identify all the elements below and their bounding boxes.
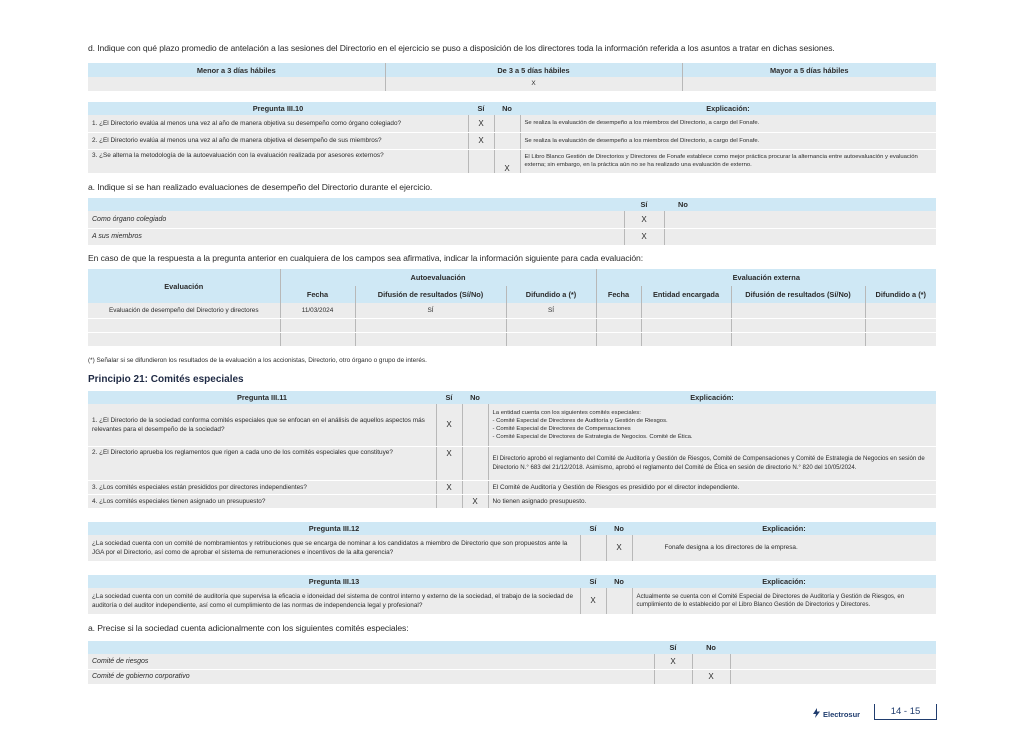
- auto-difundido: SÍ: [506, 303, 596, 318]
- explanation-cell: El Directorio aprobó el reglamento del Comité de Auditoría y Gestión de Riesgos, Comité de Compensaciones y Comité de Estrategia de Negocios en sesión de Directorio N.° 683 del 21/12/2018. Asimismo, aprobó el reglamento del Comité de Ética en sesión de directorio N.° 820 del 10/05/2024.: [488, 446, 936, 480]
- table-header: Sí: [468, 102, 494, 115]
- lightning-logo-icon: [813, 705, 820, 723]
- brand-name: Electrosur: [823, 709, 861, 719]
- explanation-line: - Comité Especial de Directores de Auditoría y Gestión de Riesgos.: [492, 417, 668, 424]
- question-cell: ¿La sociedad cuenta con un comité de auditoría que supervisa la eficacia e idoneidad del sistema de control interno y externo de la sociedad, el trabajo de la sociedad de auditoría o del auditor independiente, así como el cumplimiento de las normas de independencia legal y profesional?: [88, 588, 580, 614]
- sub-header: Difundido a (*): [506, 286, 596, 303]
- no-cell: X: [606, 535, 632, 561]
- si-cell: [580, 535, 606, 561]
- row-label: Comité de gobierno corporativo: [88, 669, 654, 684]
- si-cell: X: [580, 588, 606, 614]
- si-cell: X: [436, 446, 462, 480]
- explanation-cell: Se realiza la evaluación de desempeño a los miembros del Directorio, a cargo del Fonafe.: [520, 115, 936, 132]
- si-cell: X: [624, 228, 664, 245]
- question-a-comites: a. Precise si la sociedad cuenta adicionalmente con los siguientes comités especiales:: [88, 623, 409, 633]
- explanation-cell: El Libro Blanco Gestión de Directorios y Directores de Fonafe establece como mejor práctica procurar la alternancia entre autoevaluación y evaluación externa; sin embargo, en la práctica aún no se ha realizado una evaluación de externo.: [520, 149, 936, 173]
- pregunta-3-11-table: [88, 391, 936, 509]
- pregunta-3-12-table: [88, 522, 936, 562]
- principio-21-title: Principio 21: Comités especiales: [88, 374, 244, 385]
- row-label: Como órgano colegiado: [88, 211, 624, 228]
- plazo-value: X: [385, 77, 682, 91]
- no-cell: [462, 480, 488, 494]
- plazo-value: [88, 77, 385, 91]
- question-cell: 2. ¿El Directorio aprueba los reglamentos que rigen a cada uno de los comités especiales que constituye?: [88, 446, 436, 480]
- si-cell: X: [468, 115, 494, 132]
- explanation-cell: Se realiza la evaluación de desempeño a los miembros del Directorio, a cargo del Fonafe.: [520, 132, 936, 149]
- plazo-header: Menor a 3 días hábiles: [88, 63, 385, 77]
- si-cell: X: [436, 404, 462, 446]
- sub-header: Difusión de resultados (Sí/No): [731, 286, 865, 303]
- table-header: Pregunta III.13: [88, 575, 580, 588]
- page-number: 14 - 15: [874, 704, 937, 720]
- evaluacion-externa-header: Evaluación externa: [596, 269, 936, 286]
- table-header: No: [692, 641, 730, 654]
- table-header: Pregunta III.12: [88, 522, 580, 535]
- no-cell: [462, 404, 488, 446]
- table-header: No: [462, 391, 488, 404]
- si-cell: [468, 149, 494, 173]
- table-header: Sí: [436, 391, 462, 404]
- auto-fecha: 11/03/2024: [280, 303, 355, 318]
- table-header: Sí: [624, 198, 664, 211]
- table-header: [88, 641, 654, 654]
- row-label: Comité de riesgos: [88, 654, 654, 669]
- table-header: No: [606, 522, 632, 535]
- question-cell: 3. ¿Los comités especiales están presididos por directores independientes?: [88, 480, 436, 494]
- question-cell: 1. ¿El Directorio evalúa al menos una vez al año de manera objetiva su desempeño como órgano colegiado?: [88, 115, 468, 132]
- no-cell: [462, 446, 488, 480]
- no-cell: X: [692, 669, 730, 684]
- no-cell: X: [462, 494, 488, 508]
- table-header: [88, 198, 624, 211]
- sub-header: Entidad encargada: [641, 286, 731, 303]
- explanation-line: La entidad cuenta con los siguientes comités especiales:: [492, 409, 641, 416]
- footnote: (*) Señalar si se difundieron los resultados de la evaluación a los accionistas, Directorio, otro órgano o grupo de interés.: [88, 357, 427, 364]
- table-header: Pregunta III.11: [88, 391, 436, 404]
- table-header: Explicación:: [520, 102, 936, 115]
- explanation-line: - Comité Especial de Directores de Estrategia de Negocios. Comité de Ética.: [492, 433, 693, 440]
- table-header: No: [606, 575, 632, 588]
- no-cell: [606, 588, 632, 614]
- table-header: No: [494, 102, 520, 115]
- explanation-cell: [488, 404, 936, 446]
- question-a-evaluaciones: a. Indique si se han realizado evaluaciones de desempeño del Directorio durante el ejercicio.: [88, 182, 433, 192]
- table-header: Pregunta III.10: [88, 102, 468, 115]
- plazo-header: Mayor a 5 días hábiles: [682, 63, 936, 77]
- question-d: d. Indique con qué plazo promedio de antelación a las sesiones del Directorio en el ejercicio se puso a disposición de los directores toda la información referida a los asuntos a tratar en dichas sesiones.: [88, 43, 835, 53]
- table-header: Explicación:: [632, 522, 936, 535]
- question-cell: 3. ¿Se alterna la metodología de la autoevaluación con la evaluación realizada por asesores externos?: [88, 149, 468, 173]
- si-cell: X: [654, 654, 692, 669]
- table-header: Explicación:: [632, 575, 936, 588]
- table-header: No: [664, 198, 936, 211]
- explanation-cell: Actualmente se cuenta con el Comité Especial de Directores de Auditoría y Gestión de Riesgos, en cumplimiento de lo establecido por el Libro Blanco Gestión de Directorios y Directores.: [632, 588, 936, 614]
- si-cell: X: [468, 132, 494, 149]
- question-cell: ¿La sociedad cuenta con un comité de nombramientos y retribuciones que se encarga de nominar a los candidatos a miembro de Directorio que son propuestos ante la JGA por el Directorio, así como de aprobar el sistema de remuneraciones e incentivos de la alta gerencia?: [88, 535, 580, 561]
- evaluaciones-table: [88, 198, 936, 246]
- explanation-line: - Comité Especial de Directores de Compensaciones: [492, 425, 631, 432]
- si-cell: [654, 669, 692, 684]
- sub-header: Difusión de resultados (Sí/No): [355, 286, 506, 303]
- no-cell: [664, 211, 936, 228]
- si-cell: X: [436, 480, 462, 494]
- question-cell: 2. ¿El Directorio evalúa al menos una vez al año de manera objetiva el desempeño de sus miembros?: [88, 132, 468, 149]
- row-label: A sus miembros: [88, 228, 624, 245]
- no-cell: [692, 654, 730, 669]
- evaluation-name: Evaluación de desempeño del Directorio y directores: [88, 303, 280, 318]
- no-cell: X: [494, 149, 520, 173]
- comites-table: [88, 641, 936, 685]
- si-cell: X: [624, 211, 664, 228]
- plazo-value: [682, 77, 936, 91]
- table-header: Explicación:: [488, 391, 936, 404]
- table-header: Sí: [580, 575, 606, 588]
- table-header: Sí: [654, 641, 692, 654]
- explanation-cell: No tienen asignado presupuesto.: [488, 494, 936, 508]
- question-en-caso: En caso de que la respuesta a la pregunta anterior en cualquiera de los campos sea afirmativa, indicar la información siguiente para cada evaluación:: [88, 253, 644, 263]
- sub-header: Difundido a (*): [865, 286, 936, 303]
- plazo-header: De 3 a 5 días hábiles: [385, 63, 682, 77]
- question-cell: 1. ¿El Directorio de la sociedad conforma comités especiales que se enfocan en el análisis de aquellos aspectos más relevantes para el desempeño de la sociedad?: [88, 404, 436, 446]
- plazo-table: [88, 63, 936, 92]
- footer-brand: [813, 705, 860, 723]
- question-cell: 4. ¿Los comités especiales tienen asignado un presupuesto?: [88, 494, 436, 508]
- si-cell: [436, 494, 462, 508]
- autoevaluacion-header: Autoevaluación: [280, 269, 596, 286]
- no-cell: [664, 228, 936, 245]
- no-cell: [494, 132, 520, 149]
- explanation-cell: Fonafe designa a los directores de la empresa.: [632, 535, 936, 561]
- auto-difusion: SÍ: [355, 303, 506, 318]
- sub-header: Fecha: [280, 286, 355, 303]
- sub-header: Fecha: [596, 286, 641, 303]
- table-header: Sí: [580, 522, 606, 535]
- pregunta-3-13-table: [88, 575, 936, 615]
- pregunta-3-10-table: [88, 102, 936, 174]
- explanation-cell: El Comité de Auditoría y Gestión de Riesgos es presidido por el director independiente.: [488, 480, 936, 494]
- evaluation-details-table: [88, 269, 936, 347]
- no-cell: [494, 115, 520, 132]
- evaluacion-header: Evaluación: [88, 269, 280, 303]
